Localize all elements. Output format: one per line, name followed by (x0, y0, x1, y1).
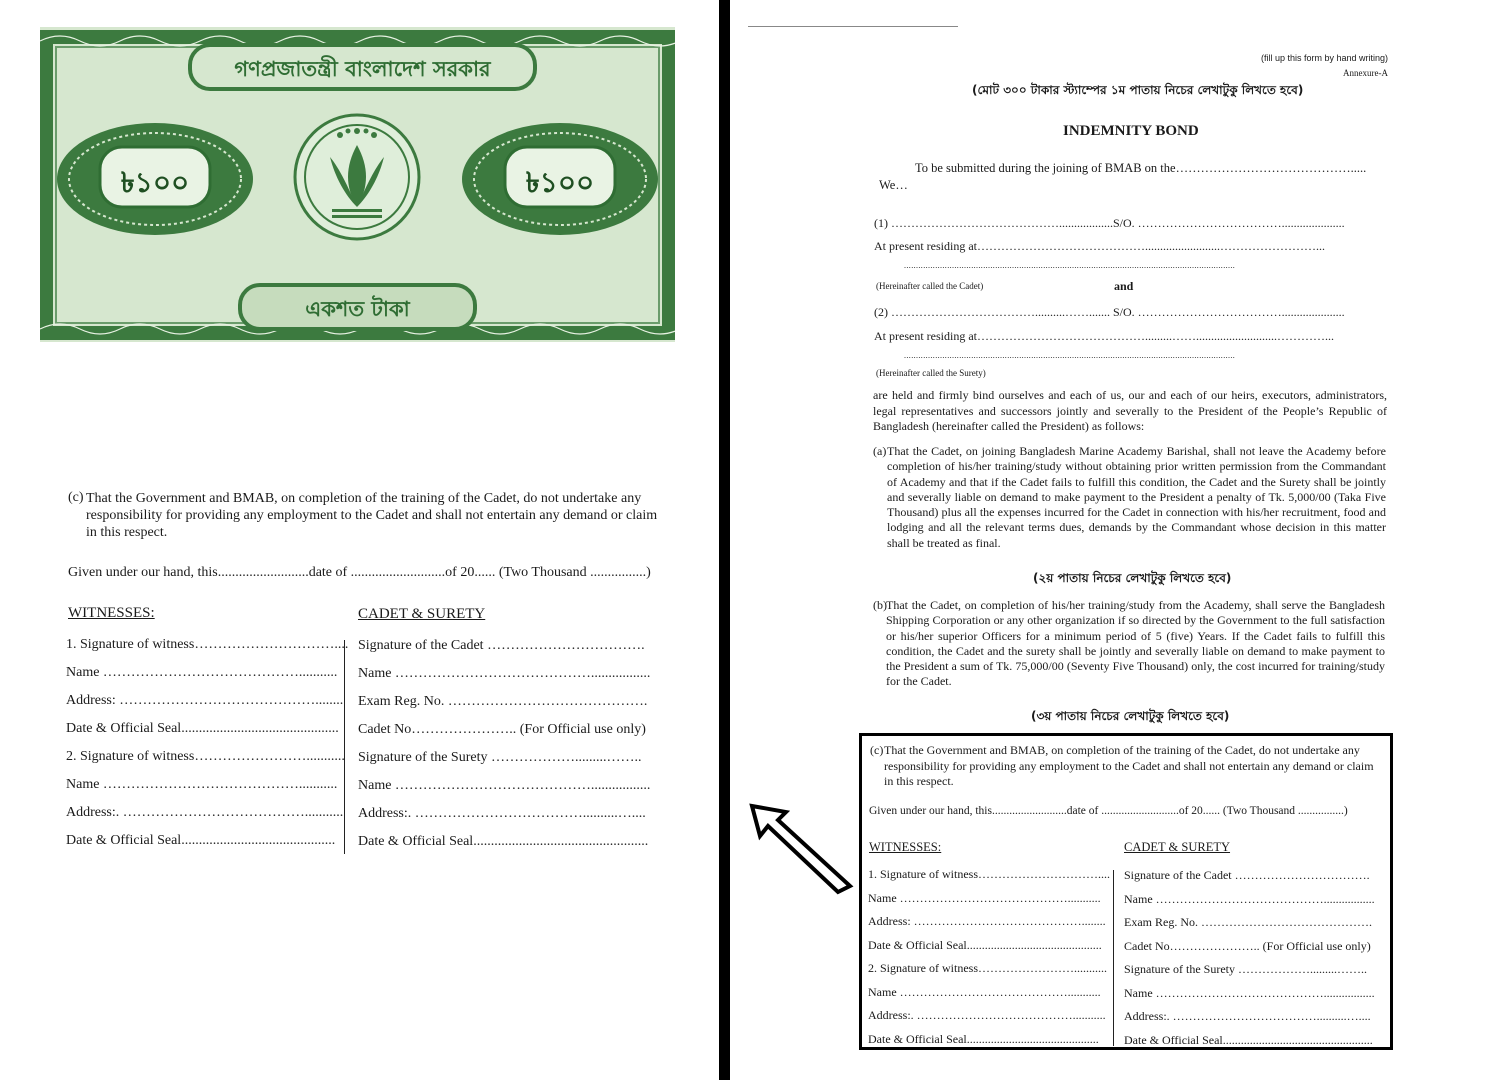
box-cadet-row: Signature of the Surety ……………….........…….. (1124, 962, 1367, 976)
clause-b-text: That the Cadet, on completion of his/her training/study from the Academy, shall serve the Bangladesh Shipping Corporation or any other organization if so directed by the Government to the full satisfaction or his/her superior Officers for a minimum period of 5 (five) Years. If the Cadet fails to fulfill this condition, the Cadet and the surety shall be jointly and severally liable on demand to make payment to the President a sum of Tk. 75,000/00 (Seventy Five Thousand) only, the cost incurred for training/study for the Cadet. (886, 598, 1385, 689)
fill-note: (fill up this form by hand writing) (1260, 53, 1388, 63)
clause-b-label: (b) (873, 598, 887, 612)
stamp-top-text: গণপ্রজাতন্ত্রী বাংলাদেশ সরকার (234, 57, 491, 81)
party1-line: (1) ……………………………………..................S/O. ………………………………..................... (874, 216, 1345, 230)
annexure-label: Annexure-A (1343, 68, 1388, 78)
stamp-bottom-text: একশত টাকা (305, 297, 410, 321)
clause-a-label: (a) (873, 444, 887, 458)
party2-residence: At present residing at…………………………………….........……...........................…………... (874, 329, 1334, 343)
cadet-row: Name ……………………………………................. (358, 778, 651, 793)
submitted-line: To be submitted during the joining of BMAB on the……………………………………..... (915, 161, 1367, 175)
stamp-right-value: ৳১০০ (525, 166, 595, 199)
box-cadet-row: Date & Official Seal.................................................. (1124, 1032, 1373, 1047)
box-cadet-row: Name ……………………………………................. (1124, 891, 1375, 906)
top-rule (748, 26, 958, 27)
we-line: We… (879, 178, 908, 192)
left-column-divider (344, 640, 345, 854)
witness-row: Address:. …………………………………........... (66, 805, 344, 820)
box-witness-row: Address: ……………………………………........ (868, 914, 1106, 928)
witness-row: Date & Official Seal............................................ (66, 833, 336, 848)
box-witness-row: Name ……………………………………........... (868, 890, 1101, 905)
bind-paragraph: are held and firmly bind ourselves and each of us, our and each of our heirs, executors, administrators, legal representatives and successors jointly and severally to the President of the People’s Republic of Bangladesh (hereinafter called the President) as follows: (873, 388, 1387, 433)
box-clause-c-label: (c) (870, 743, 884, 757)
stamp-image (40, 27, 675, 342)
party2-dots: .......................................................................................................................................... (904, 351, 1236, 360)
left-clause-c-label: (c) (68, 490, 84, 505)
bn-note-page2: (২য় পাতায় নিচের লেখাটুকু লিখতে হবে) (1033, 571, 1232, 585)
box-cadet-row: Cadet No………………….. (For Official use only) (1124, 938, 1371, 953)
box-cadet-row: Address:. ………………………………..........….... (1124, 1009, 1371, 1023)
cadet-row: Signature of the Surety ……………….........…….. (358, 750, 642, 765)
cadet-row: Date & Official Seal.................................................. (358, 834, 649, 849)
box-column-divider (1113, 870, 1114, 1046)
box-witness-row: 2. Signature of witness……………………........... (868, 961, 1107, 975)
stamp-left-value: ৳১০০ (120, 166, 190, 199)
box-witness-row: Date & Official Seal............................................ (868, 1031, 1099, 1046)
cadet-row: Address:. ………………………………..........….... (358, 806, 646, 821)
box-witnesses-heading: WITNESSES: (869, 840, 942, 854)
and-label: and (1114, 279, 1134, 293)
bn-note-page1: (মোট ৩০০ টাকার স্ট্যাম্পের ১ম পাতায় নিচের লেখাটুকু লিখতে হবে) (972, 83, 1304, 97)
cadet-row: Cadet No………………….. (For Official use only) (358, 722, 646, 737)
party2-called: (Hereinafter called the Surety) (876, 368, 986, 378)
document-title: INDEMNITY BOND (1063, 123, 1199, 139)
witness-row: 1. Signature of witness………………………….... (66, 637, 349, 652)
clause-a-text: That the Cadet, on joining Bangladesh Marine Academy Barishal, shall not leave the Academy before completion of his/her training/study without obtaining prior written permission from the Commandant of Academy and that if the Cadet fails to fulfill this condition, the Cadet and the Surety shall be jointly and severally liable on demand to make payment to the President a penalty of Tk. 5,000/00 (Taka Five Thousand) plus all the expenses incurred for the Cadet in connection with his/her recruitment, food and lodging and all the relevant terms dues, demands by the Commandant whose decision in this matter shall be treated as final. (887, 444, 1386, 550)
cadet-row: Name ……………………………………................. (358, 666, 651, 681)
box-cadet-heading: CADET & SURETY (1124, 840, 1231, 854)
box-cadet-row: Signature of the Cadet ……………………………. (1124, 868, 1370, 882)
left-given-under: Given under our hand, this..........................date of ...........................of 20...... (Two Thousand ................) (68, 565, 651, 580)
box-witness-row: Date & Official Seal............................................. (868, 937, 1102, 952)
box-witness-row: Name ……………………………………........... (868, 984, 1101, 999)
box-cadet-row: Name ……………………………………................. (1124, 985, 1375, 1000)
left-witnesses-heading: WITNESSES: (68, 605, 155, 621)
cadet-row: Exam Reg. No. ……………………………………. (358, 694, 648, 709)
arrow-icon (742, 798, 857, 898)
witness-row: Name ……………………………………........... (66, 777, 338, 792)
box-cadet-row: Exam Reg. No. ……………………………………. (1124, 915, 1372, 929)
party1-dots: .......................................................................................................................................... (904, 261, 1236, 270)
box-witness-row: 1. Signature of witness………………………….... (868, 867, 1110, 881)
page-divider (719, 0, 730, 1080)
party1-called: (Hereinafter called the Cadet) (876, 281, 984, 291)
bn-note-page3: (৩য় পাতায় নিচের লেখাটুকু লিখতে হবে) (1031, 709, 1230, 723)
party1-residence: At present residing at…………………………………….........................……………………... (874, 239, 1325, 253)
witness-row: Date & Official Seal............................................. (66, 721, 339, 736)
left-clause-c-text: That the Government and BMAB, on completion of the training of the Cadet, do not undertake any responsibility for providing any employment to the Cadet and shall not entertain any demand or claim in this respect. (86, 491, 658, 540)
witness-row: Name ……………………………………........... (66, 665, 338, 680)
box-clause-c-text: That the Government and BMAB, on completion of the training of the Cadet, do not undertake any responsibility for providing any employment to the Cadet and shall not entertain any demand or claim in this respect. (884, 743, 1374, 788)
witness-row: 2. Signature of witness……………………........... (66, 749, 345, 764)
cadet-row: Signature of the Cadet ……………………………. (358, 638, 645, 653)
box-given-under: Given under our hand, this..........................date of ...........................of 20...... (Two Thousand ................) (869, 805, 1348, 817)
left-cadet-heading: CADET & SURETY (358, 606, 486, 622)
witness-row: Address: ……………………………………........ (66, 693, 344, 708)
box-witness-row: Address:. …………………………………........... (868, 1008, 1106, 1022)
party2-line: (2) ………………………………..........……....... S/O. ………………………………..................... (874, 305, 1345, 319)
